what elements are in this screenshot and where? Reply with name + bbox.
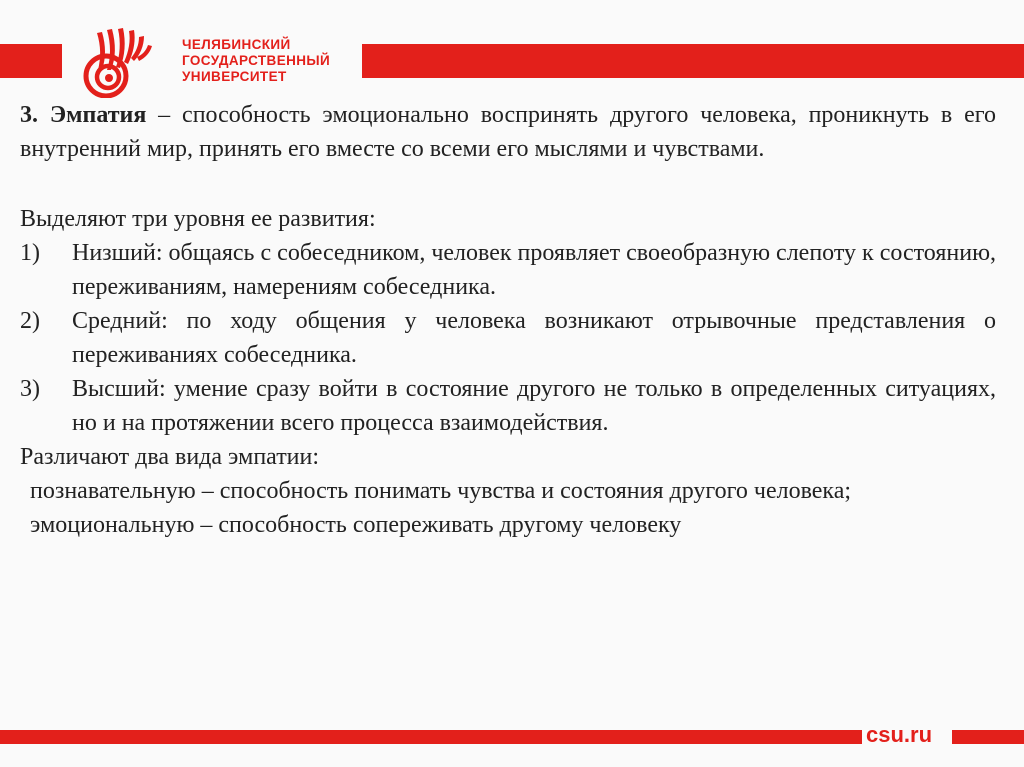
- site-link[interactable]: csu.ru: [866, 722, 933, 747]
- definition-paragraph: [20, 98, 996, 166]
- term: Эмпатия: [49, 102, 147, 128]
- list-item: [20, 304, 996, 372]
- csu-spiral-logo-icon: [76, 26, 158, 98]
- slide-content: [20, 98, 996, 542]
- definition-text: – способность эмоционально воспринять другого человека, проникнуть в его внутренний мир, принять его вместе со всеми его мыслями и чувствами.: [20, 102, 997, 162]
- levels-intro: Выделяют три уровня ее развития:: [20, 206, 376, 232]
- list-text: Средний: по ходу общения у человека возникают отрывочные представления о переживаниях собеседника.: [72, 308, 996, 368]
- type-item-cognitive: познавательную – способность понимать чувства и состояния другого человека;: [30, 478, 852, 504]
- footer-bar-right: [952, 730, 1024, 744]
- header-bar-left: [0, 44, 62, 78]
- spacer: [20, 166, 996, 202]
- list-item: [20, 372, 996, 440]
- logo-line-3: УНИВЕРСИТЕТ: [182, 69, 287, 84]
- list-text: Низший: общаясь с собеседником, человек проявляет своеобразную слепоту к состоянию, переживаниям, намерениям собеседника.: [72, 240, 996, 300]
- types-intro: Различают два вида эмпатии:: [20, 444, 320, 470]
- list-text: Высший: умение сразу войти в состояние другого не только в определенных ситуациях, но и на протяжении всего процесса взаимодействия.: [72, 376, 996, 436]
- list-number: 3): [20, 376, 40, 402]
- type-item-emotional: эмоциональную – способность сопереживать другому человеку: [30, 512, 682, 538]
- university-name: [182, 37, 330, 85]
- term-number: 3.: [20, 102, 38, 128]
- logo-line-2: ГОСУДАРСТВЕННЫЙ: [182, 53, 331, 68]
- footer-bar-left: [0, 730, 862, 744]
- list-number: 1): [20, 240, 40, 266]
- header-bar-right: [362, 44, 1024, 78]
- logo-line-1: ЧЕЛЯБИНСКИЙ: [182, 37, 291, 52]
- list-number: 2): [20, 308, 40, 334]
- list-item: [20, 236, 996, 304]
